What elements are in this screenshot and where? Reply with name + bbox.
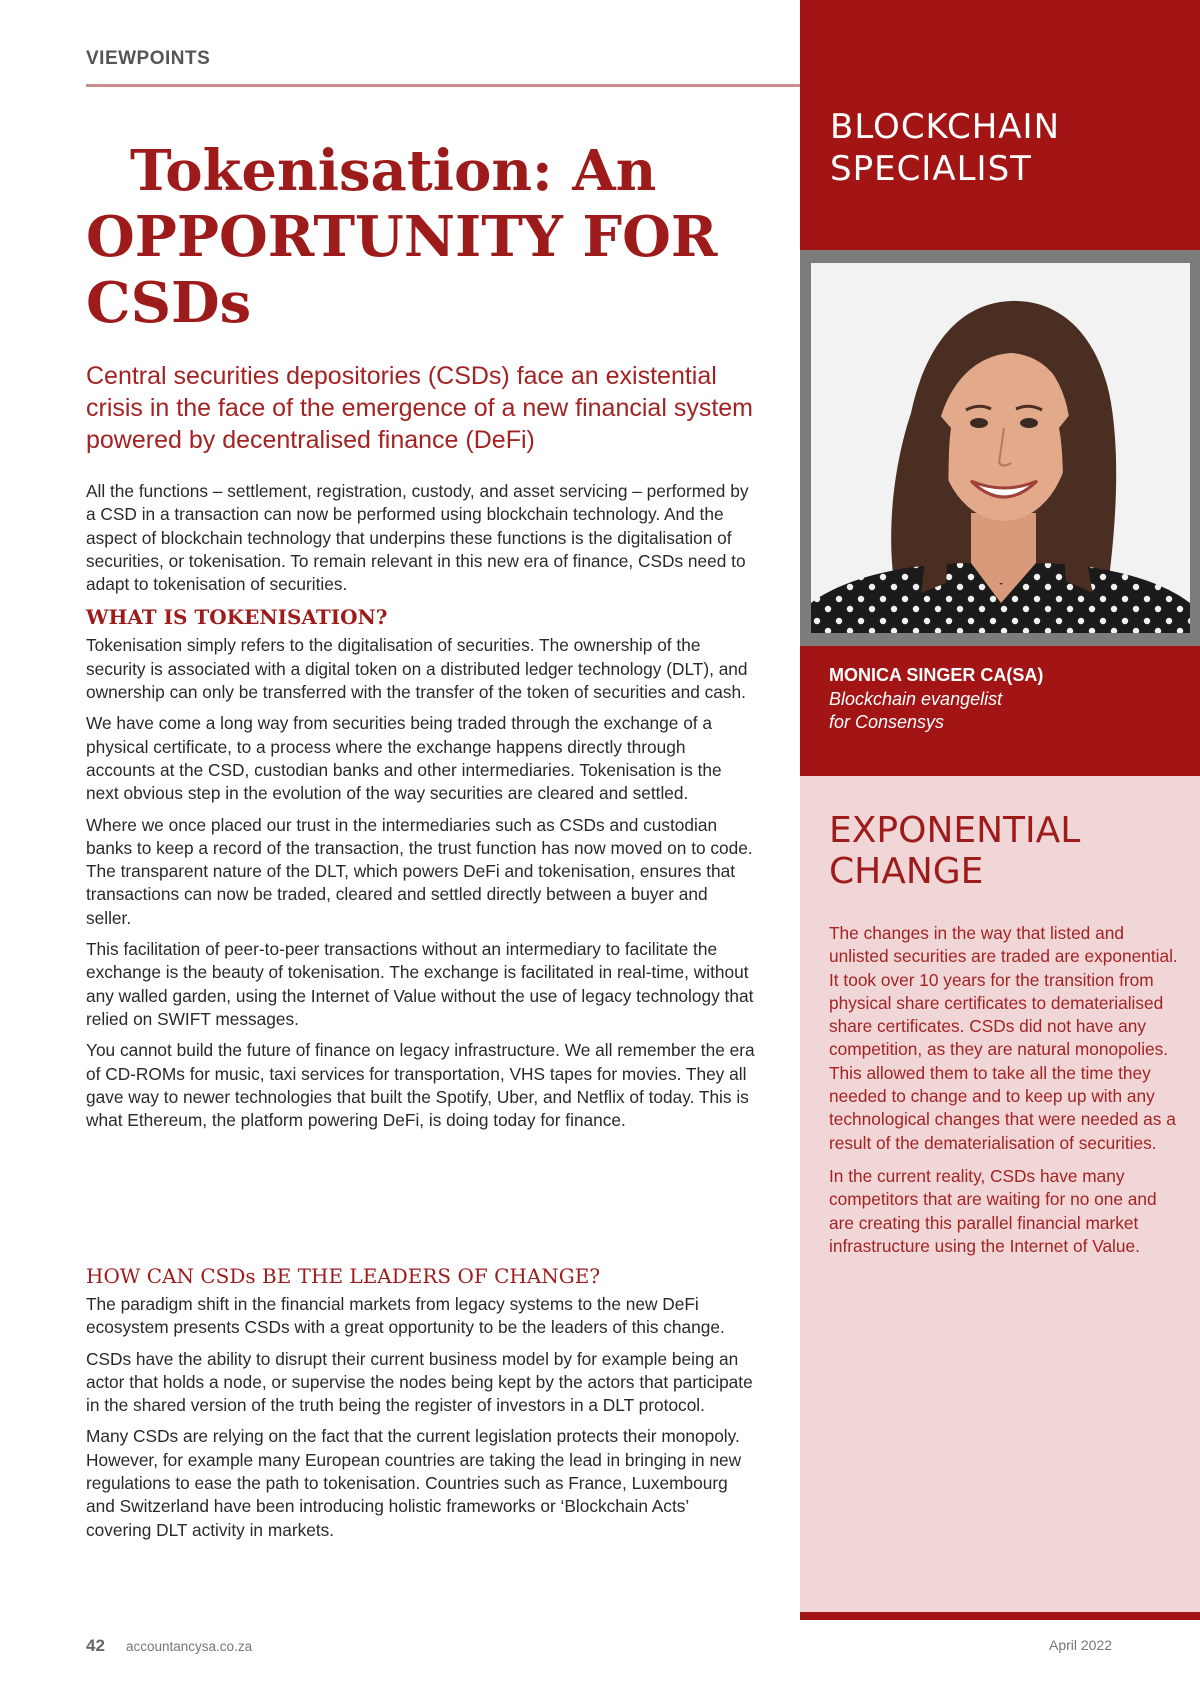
body-paragraph: You cannot build the future of finance on legacy infrastructure. We all remember the era of CD-ROMs for music, taxi services for transportation, VHS tapes for movies. They all gave way to newer technologies that built the Spotify, Uber, and Netflix of today. This is what Ethereum, the platform powering DeFi, is doing today for finance.: [86, 1040, 755, 1131]
sidebar-box-heading-line-2: CHANGE: [829, 851, 984, 892]
author-role-line-2: for Consensys: [829, 712, 945, 732]
standfirst: Central securities depositories (CSDs) face an existential crisis in the face of the emergence of a new financial system powered by decentralised finance (DeFi): [86, 362, 753, 454]
title-line-3: CSDs: [86, 270, 252, 336]
section-heading-tokenisation: WHAT IS TOKENISATION?: [86, 605, 388, 630]
header-divider: [86, 84, 800, 87]
article-title: [86, 138, 766, 336]
body-paragraph: We have come a long way from securities being traded through the exchange of a physical certificate, to a process where the exchange happens directly through accounts at the CSD, custodian banks and other intermediaries. Tokenisation is the next obvious step in the evolution of the way securities are cleared and settled.: [86, 713, 722, 804]
sidebar-box-heading-line-1: EXPONENTIAL: [829, 810, 1081, 851]
title-line-2: OPPORTUNITY FOR: [86, 204, 718, 270]
author-name: MONICA SINGER CA(SA): [829, 665, 1044, 685]
body-paragraph: The paradigm shift in the financial markets from legacy systems to the new DeFi ecosystem presents CSDs with a great opportunity to be the leaders of this change.: [86, 1294, 725, 1338]
body-paragraph: This facilitation of peer-to-peer transactions without an intermediary to facilitate the exchange is the beauty of tokenisation. The exchange is facilitated in real-time, without any walled garden, using the Internet of Value without the use of legacy technology that relied on SWIFT messages.: [86, 939, 754, 1029]
sidebar-heading-line-2: SPECIALIST: [830, 149, 1032, 189]
article-body-part-1: [86, 480, 756, 1140]
sidebar-paragraph: In the current reality, CSDs have many competitors that are waiting for no one and are creating this parallel financial market infrastructure using the Internet of Value.: [829, 1165, 1157, 1256]
footer-site: accountancysa.co.za: [126, 1639, 253, 1654]
author-portrait-illustration: [811, 263, 1190, 633]
section-heading-leaders: HOW CAN CSDs BE THE LEADERS OF CHANGE?: [86, 1264, 601, 1288]
body-paragraph: CSDs have the ability to disrupt their current business model by for example being an actor that holds a node, or supervise the nodes being kept by the actors that participate in the shared version of the truth being the register of investors in a DLT protocol.: [86, 1348, 753, 1416]
sidebar-box-heading: [829, 810, 1169, 892]
body-paragraph: Many CSDs are relying on the fact that the current legislation protects their monopoly. However, for example many European countries are taking the lead in bringing in new regulations to ease the path to tokenisation. Countries such as France, Luxembourg and Switzerland have been introducing holistic frameworks or ‘Blockchain Acts’ covering DLT activity in markets.: [86, 1426, 742, 1540]
body-paragraph: Where we once placed our trust in the intermediaries such as CSDs and custodian banks to keep a record of the transaction, the trust function has now moved on to code. The transparent nature of the DLT, which powers DeFi and tokenisation, ensures that transactions can now be traded, cleared and settled directly between a buyer and seller.: [86, 814, 753, 928]
footer-date: April 2022: [1049, 1637, 1113, 1653]
author-role: [829, 688, 1129, 734]
sidebar-heading-line-1: BLOCKCHAIN: [830, 107, 1061, 147]
title-line-1: Tokenisation: An: [130, 138, 657, 204]
author-role-line-1: Blockchain evangelist: [829, 689, 1003, 709]
sidebar-bottom-bar: [800, 1612, 1200, 1620]
page-number: 42: [86, 1636, 105, 1655]
sidebar-paragraph: The changes in the way that listed and unlisted securities are traded are exponential. It took over 10 years for the transition from physical share certificates to dematerialised share certificates. CSDs did not have any competition, as they are natural monopolies. This allowed them to take all the time they needed to change and to keep up with any technological changes that were needed as a result of the dematerialisation of securities.: [829, 923, 1178, 1153]
section-label: VIEWPOINTS: [86, 48, 211, 69]
sidebar-box-text: [829, 922, 1179, 1268]
sidebar-heading: [830, 106, 1170, 190]
intro-paragraph: All the functions – settlement, registration, custody, and asset servicing – performed by a CSD in a transaction can now be performed using blockchain technology. And the aspect of blockchain technology that underpins these functions is the digitalisation of securities, or tokenisation. To remain relevant in this new era of finance, CSDs need to adapt to tokenisation of securities.: [86, 481, 749, 595]
author-photo: [811, 263, 1190, 633]
body-paragraph: Tokenisation simply refers to the digitalisation of securities. The ownership of the security is associated with a digital token on a distributed ledger technology (DLT), and ownership can only be transferred with the transfer of the token of securities and cash.: [86, 635, 748, 703]
article-body-part-2: [86, 1263, 756, 1550]
